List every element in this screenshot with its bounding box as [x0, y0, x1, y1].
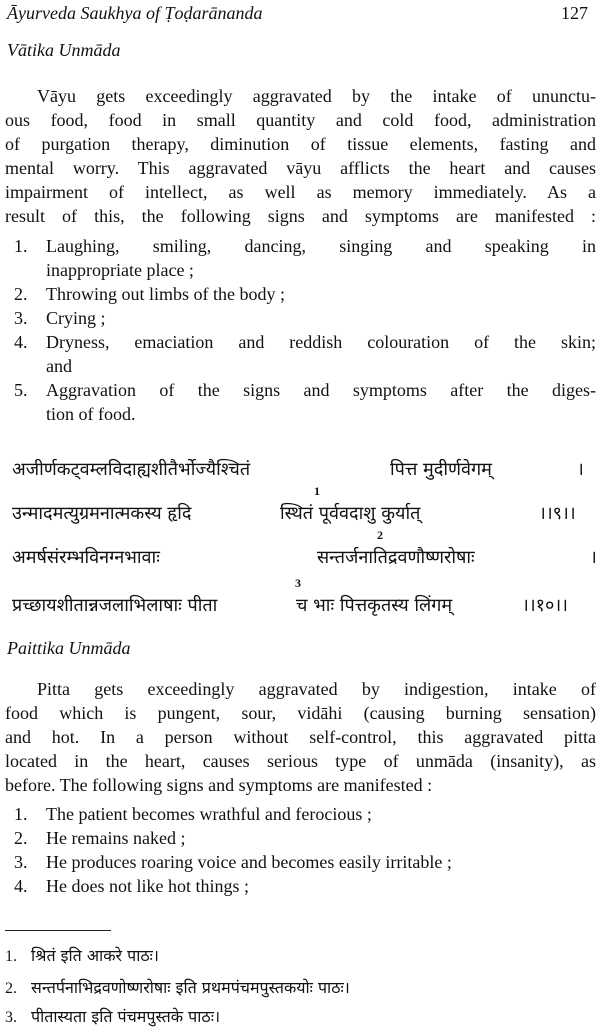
paragraph-line: and hot. In a person without self-control, this aggravated pitta — [5, 727, 596, 747]
verse-segment: । — [590, 547, 597, 568]
verse-segment: प्रच्छायशीतान्नजलाभिलाषाः पीता — [12, 595, 218, 616]
section-heading-paittika: Paittika Unmāda — [7, 638, 131, 658]
footnote-text: पीतास्यता इति पंचमपुस्तके पाठः। — [31, 1007, 221, 1026]
list-item-number: 2. — [14, 828, 28, 848]
list-item-number: 4. — [14, 332, 28, 352]
list-item-number: 3. — [14, 852, 28, 872]
list-item — [14, 282, 596, 306]
paragraph-line: food which is pungent, sour, vidāhi (causing burning sensation) — [5, 703, 596, 723]
list-item-text: Laughing, smiling, dancing, singing and speaking in — [46, 236, 596, 256]
list-item-text: Throwing out limbs of the body ; — [46, 284, 285, 304]
paragraph-line: Vāyu gets exceedingly aggravated by the intake of ununctu- — [37, 86, 596, 106]
verse-segment: स्थितं पूर्ववदाशु कुर्यात् — [280, 503, 421, 524]
running-title: Āyurveda Saukhya of Ṭoḍarānanda — [7, 3, 263, 23]
list-item-text: and — [46, 356, 72, 376]
list-item — [14, 378, 596, 426]
footnote-number: 2. — [5, 980, 17, 997]
footnote-text: श्रितं इति आकरे पाठः। — [31, 946, 159, 965]
verse-segment: अमर्षसंरम्भविनग्नभावाः — [12, 547, 160, 568]
paragraph-line: of purgation therapy, diminution of tissue elements, fasting and — [5, 134, 596, 154]
paragraph-line: located in the heart, causes serious type of unmāda (insanity), as — [5, 751, 596, 771]
list-item — [14, 306, 596, 330]
verse-segment: उन्मादमत्युग्रमनात्मकस्य हृदि — [12, 503, 192, 524]
list-item-number: 2. — [14, 284, 28, 304]
list-item-text: He produces roaring voice and becomes easily irritable ; — [46, 852, 452, 872]
paragraph-vatika — [5, 84, 596, 228]
list-item-text: inappropriate place ; — [46, 260, 194, 280]
footnote-number: 1. — [5, 948, 17, 965]
paragraph-line: Pitta gets exceedingly aggravated by indigestion, intake of — [37, 679, 596, 699]
list-item — [14, 802, 596, 826]
list-item-number: 3. — [14, 308, 28, 328]
paragraph-line: impairment of intellect, as well as memory immediately. As a — [5, 182, 596, 202]
list-item — [14, 874, 596, 898]
verse-segment: ।।९।। — [539, 503, 576, 524]
verse-segment: पित्त मुदीर्णवेगम् — [390, 459, 492, 480]
verse-segment: सन्तर्जनातिद्रवणौष्णरोषाः — [317, 547, 475, 568]
paragraph-line: mental worry. This aggravated vāyu afflicts the heart and causes — [5, 158, 596, 178]
footnote-marker: 3 — [295, 576, 301, 590]
footnote-2 — [5, 976, 350, 998]
list-item — [14, 826, 596, 850]
list-item-text: Aggravation of the signs and symptoms after the diges- — [46, 380, 596, 400]
list-item-number: 1. — [14, 236, 28, 256]
list-item-text: Dryness, emaciation and reddish colouration of the skin; — [46, 332, 596, 352]
page-header — [7, 3, 588, 27]
paragraph-line: before. The following signs and symptoms are manifested : — [5, 775, 433, 795]
footnote-marker: 1 — [314, 484, 320, 498]
list-item-text: Crying ; — [46, 308, 106, 328]
footnote-divider — [5, 930, 111, 931]
list-item — [14, 330, 596, 378]
footnote-3 — [5, 1005, 220, 1027]
verse-segment: च भाः पित्तकृतस्य लिंगम् — [296, 595, 453, 616]
footnote-marker: 2 — [377, 528, 383, 542]
list-item-number: 5. — [14, 380, 28, 400]
verse-segment: अजीर्णकट्वम्लविदाह्यशीतैर्भोज्यैश्चितं — [12, 459, 251, 480]
section-heading-vatika: Vātika Unmāda — [7, 40, 121, 60]
list-item — [14, 850, 596, 874]
symptom-list-vatika — [14, 234, 596, 426]
list-item-text: tion of food. — [46, 404, 136, 424]
list-item-number: 1. — [14, 804, 28, 824]
footnote-1 — [5, 944, 159, 966]
page-number: 127 — [561, 3, 588, 23]
list-item-text: He does not like hot things ; — [46, 876, 249, 896]
footnote-text: सन्तर्पनाभिद्रवणोष्णरोषाः इति प्रथमपंचमपुस्तकयोः पाठः। — [31, 978, 350, 997]
symptom-list-paittika — [14, 802, 596, 898]
paragraph-line: ous food, food in small quantity and cold food, administration — [5, 110, 596, 130]
paragraph-paittika — [5, 677, 596, 797]
list-item-number: 4. — [14, 876, 28, 896]
verse-segment: ।।१०।। — [522, 595, 569, 616]
verse-segment: । — [577, 459, 584, 480]
list-item-text: He remains naked ; — [46, 828, 186, 848]
footnote-number: 3. — [5, 1009, 17, 1026]
list-item-text: The patient becomes wrathful and ferocious ; — [46, 804, 372, 824]
paragraph-line: result of this, the following signs and symptoms are manifested : — [5, 206, 596, 226]
list-item — [14, 234, 596, 282]
